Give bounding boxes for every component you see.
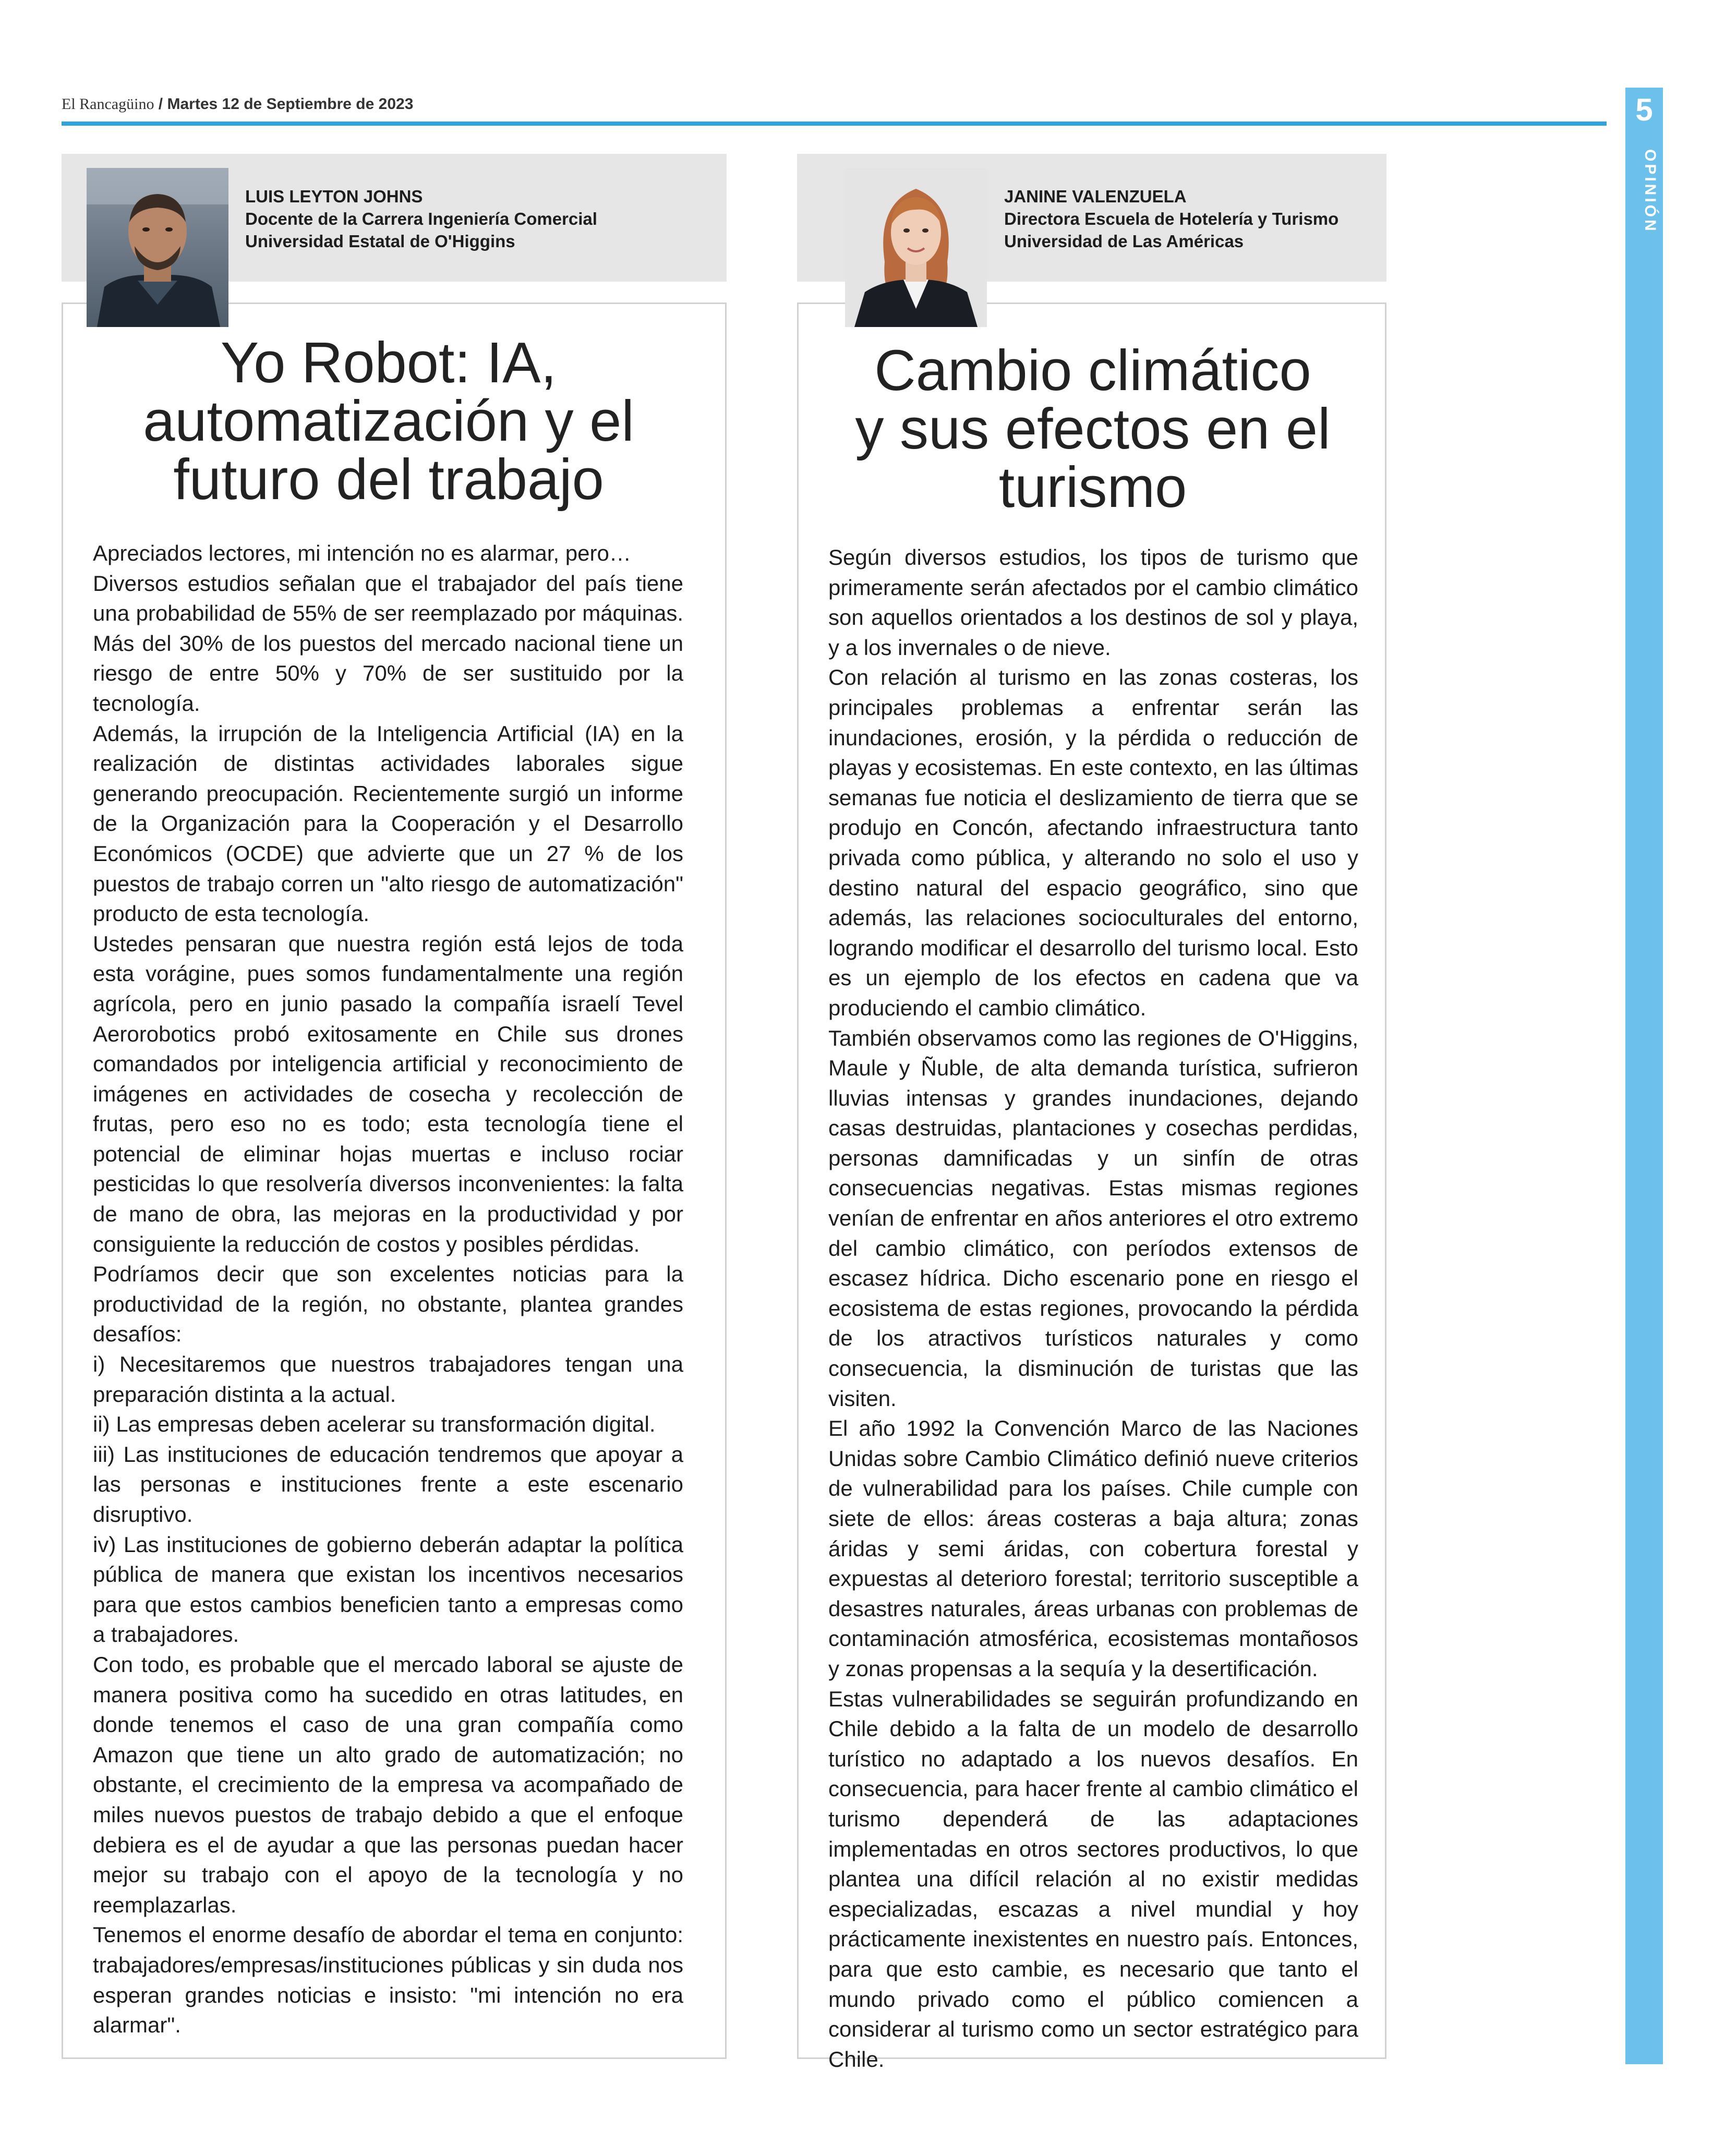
paragraph: El año 1992 la Convención Marco de las Naciones Unidas sobre Cambio Climático definió nueve criterios de vulnerabilidad para los países. Chile cumple con siete de ellos: áreas costeras a baja altura; zonas áridas y semi áridas, con cobertura forestal y expuestas al deterioro forestal; territorio susceptible a desastres naturales, áreas urbanas con problemas de contaminación atmosférica, ecosistemas montañosos y zonas propensas a la sequía y la desertificación.	[828, 1416, 1358, 1681]
paragraph: Según diversos estudios, los tipos de turismo que primeramente serán afectados por el cambio climático son aquellos orientados a los destinos de sol y playa, y a los invernales o de nieve.	[828, 545, 1358, 660]
paragraph: Con todo, es probable que el mercado laboral se ajuste de manera positiva como ha sucedido en otras latitudes, en donde tenemos el caso de una gran compañía como Amazon que tiene un alto grado de automatización; no obstante, el crecimiento de la empresa va acompañado de miles nuevos puestos de trabajo debido a que el enfoque debiera es el de ayudar a que las personas puedan hacer mejor su trabajo con el apoyo de la tecnología y no reemplazarlas.	[93, 1652, 683, 1917]
list-item: i) Necesitaremos que nuestros trabajadores tengan una preparación distinta a la actual.	[93, 1352, 683, 1407]
author-info-right	[1004, 185, 1338, 252]
paragraph: Con relación al turismo en las zonas costeras, los principales problemas a enfrentar serán las inundaciones, erosión, y la pérdida o reducción de playas y ecosistemas. En este contexto, en las últimas semanas fue noticia el deslizamiento de tierra que se produjo en Concón, afectando infraestructura tanto privada como pública, y alterando no solo el uso y destino natural del espacio geográfico, sino que además, las relaciones socioculturales del entorno, logrando modificar el desarrollo del turismo local. Esto es un ejemplo de los efectos en cadena que va produciendo el cambio climático.	[828, 665, 1358, 1020]
masthead	[62, 95, 413, 113]
list-item: iii) Las instituciones de educación tendremos que apoyar a las personas e instituciones frente a este escenario disruptivo.	[93, 1442, 683, 1527]
issue-date: Martes 12 de Septiembre de 2023	[167, 95, 414, 113]
paragraph: Ustedes pensaran que nuestra región está lejos de toda esta vorágine, pues somos fundamentalmente una región agrícola, pero en junio pasado la compañía israelí Tevel Aerorobotics probó exitosamente en Chile sus drones comandados por inteligencia artificial y reconocimiento de imágenes en actividades de cosecha y recolección de frutas, pero eso no es todo; esta tecnología tiene el potencial de eliminar hojas muertas e incluso rociar pesticidas lo que resolvería diversos inconvenientes: la falta de mano de obra, las mejoras en la productividad y por consiguiente la reducción de costos y posibles pérdidas.	[93, 931, 683, 1256]
article-title-right	[816, 338, 1369, 519]
title-line: turismo	[998, 455, 1187, 519]
paragraph: También observamos como las regiones de O'Higgins, Maule y Ñuble, de alta demanda turística, sufrieron lluvias intensas y grandes inundaciones, dejando casas destruidas, plantaciones y cosechas perdidas, personas damnificadas y un sinfín de otras consecuencias negativas. Estas mismas regiones venían de enfrentar en años anteriores el otro extremo del cambio climático, con períodos extensos de escasez hídrica. Dicho escenario pone en riesgo el ecosistema de estas regiones, provocando la pérdida de los atractivos turísticos naturales y como consecuencia, la disminución de turistas que las visiten.	[828, 1025, 1358, 1411]
newspaper-name: El Rancagüino	[62, 95, 154, 113]
paragraph: Tenemos el enorme desafío de abordar el tema en conjunto: trabajadores/empresas/instituciones públicas y sin duda nos esperan grandes noticias e insisto: "mi intención no era alarmar".	[93, 1922, 683, 2038]
article-title-left	[89, 331, 689, 512]
article-body-right	[828, 542, 1358, 2074]
header-rule	[62, 122, 1607, 126]
list-item: iv) Las instituciones de gobierno deberán adaptar la política pública de manera que existan los incentivos necesarios para que estos cambios beneficien tanto a empresas como a trabajadores.	[93, 1532, 683, 1647]
title-line: y sus efectos en el	[855, 397, 1331, 461]
paragraph: Diversos estudios señalan que el trabajador del país tiene una probabilidad de 55% de ser reemplazado por máquinas. Más del 30% de los puestos del mercado nacional tiene un riesgo de entre 50% y 70% de ser sustituido por la tecnología.	[93, 571, 683, 716]
page-number: 5	[1635, 92, 1653, 127]
article-body-left	[93, 538, 683, 2040]
paragraph: Apreciados lectores, mi intención no es alarmar, pero…	[93, 541, 631, 565]
masthead-separator: /	[158, 95, 163, 113]
title-line: futuro del trabajo	[173, 447, 604, 512]
title-line: Cambio climático	[874, 338, 1311, 403]
title-line: Yo Robot: IA,	[220, 331, 557, 395]
author-photo-right	[845, 168, 987, 327]
author-photo-left	[87, 168, 228, 327]
author-info-left	[245, 185, 597, 252]
paragraph: Podríamos decir que son excelentes noticias para la productividad de la región, no obstante, plantea grandes desafíos:	[93, 1262, 683, 1347]
author-organization: Universidad Estatal de O'Higgins	[245, 232, 515, 251]
author-name: JANINE VALENZUELA	[1004, 187, 1187, 206]
paragraph: Además, la irrupción de la Inteligencia Artificial (IA) en la realización de distintas actividades laborales sigue generando preocupación. Recientemente surgió un informe de la Organización para la Cooperación y el Desarrollo Económicos (OCDE) que advierte que un 27 % de los puestos de trabajo corren un "alto riesgo de automatización" producto de esta tecnología.	[93, 721, 683, 926]
title-line: automatización y el	[143, 389, 634, 453]
section-rail	[1625, 88, 1663, 2064]
author-name: LUIS LEYTON JOHNS	[245, 187, 423, 206]
author-role: Docente de la Carrera Ingeniería Comercial	[245, 209, 597, 228]
list-item: ii) Las empresas deben acelerar su transformación digital.	[93, 1412, 656, 1437]
section-label: OPINIÓN	[1642, 149, 1659, 234]
paragraph: Estas vulnerabilidades se seguirán profundizando en Chile debido a la falta de un modelo de desarrollo turístico no adaptado a los nuevos desafíos. En consecuencia, para hacer frente al cambio climático el turismo dependerá de las adaptaciones implementadas en otros sectores productivos, lo que plantea una difícil relación al no existir medidas especializadas, escazas a nivel mundial y hoy prácticamente inexistentes en nuestro país. Entonces, para que esto cambie, es necesario que tanto el mundo privado como el público comiencen a considerar al turismo como un sector estratégico para Chile.	[828, 1686, 1358, 2072]
author-role: Directora Escuela de Hotelería y Turismo	[1004, 209, 1339, 228]
author-organization: Universidad de Las Américas	[1004, 232, 1244, 251]
